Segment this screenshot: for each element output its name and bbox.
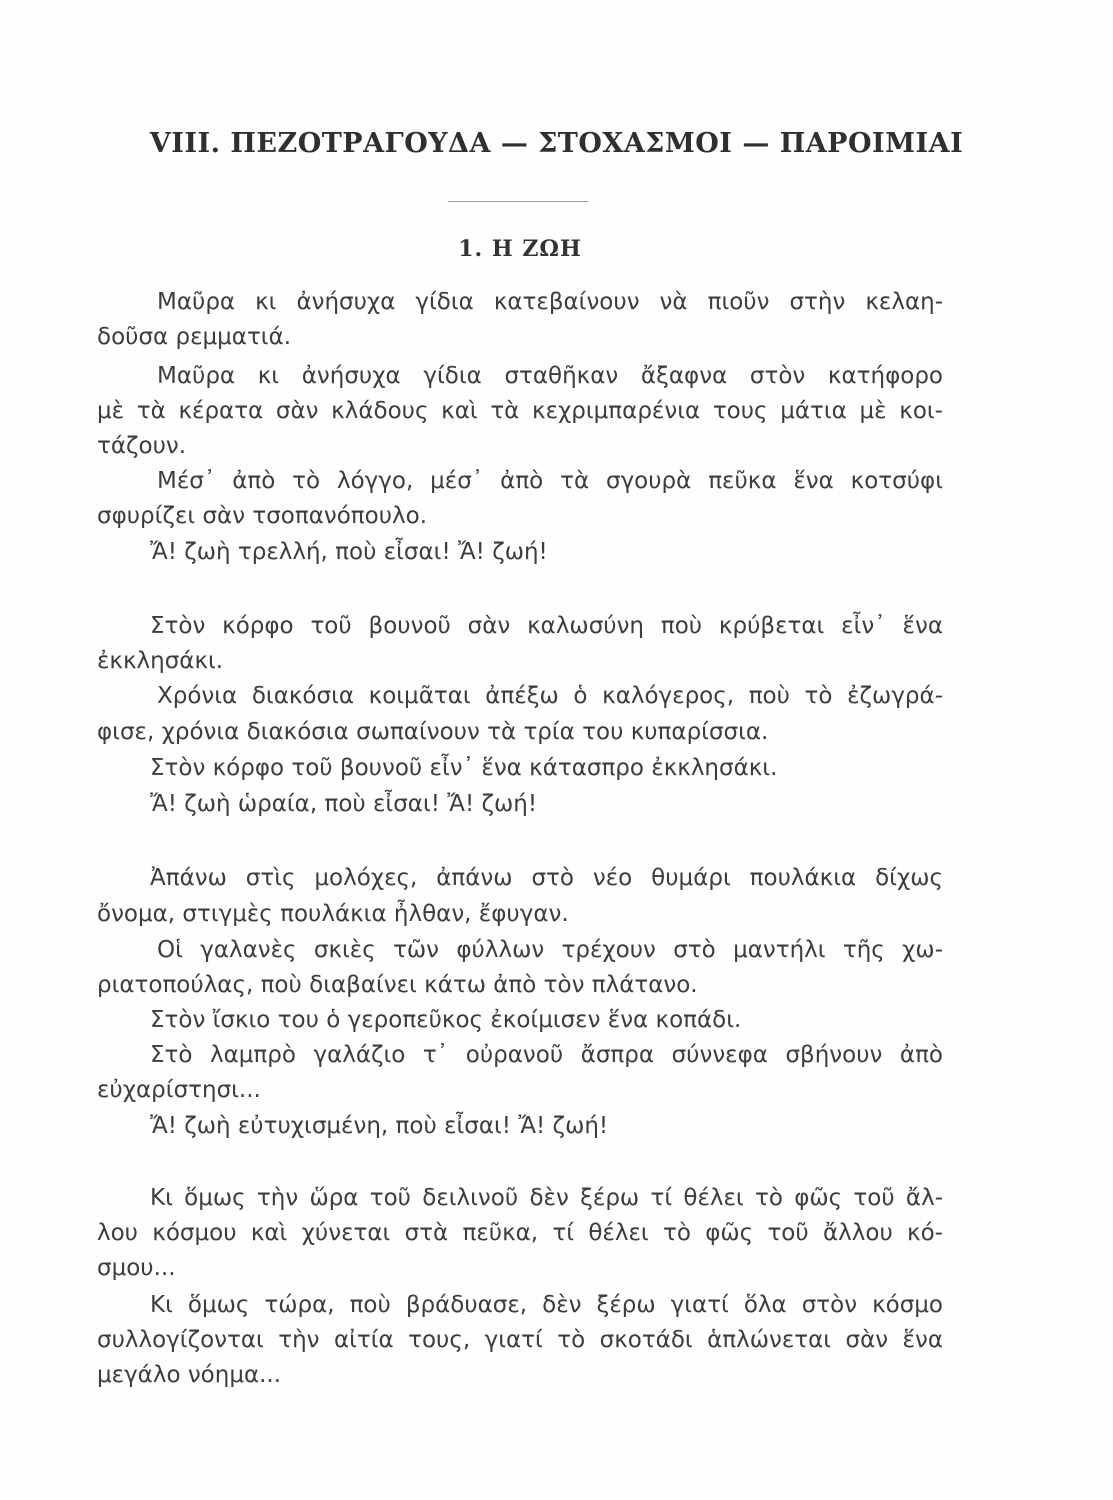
text-line: Οἱ γαλανὲς σκιὲς τῶν φύλλων τρέχουν στὸ μαντήλι τῆς χω-: [157, 937, 943, 963]
refrain-line: Ἄ! ζωὴ ὡραία, ποὺ εἶσαι! Ἄ! ζωή!: [150, 791, 538, 817]
text-line: σφυρίζει σὰν τσοπανόπουλο.: [97, 503, 428, 529]
text-line: Μαῦρα κι ἀνήσυχα γίδια σταθῆκαν ἄξαφνα στὸν κατήφορο: [157, 363, 943, 389]
text-line: τάζουν.: [97, 433, 187, 459]
text-line: μεγάλο νόημα...: [97, 1362, 282, 1388]
text-line: σμου...: [97, 1255, 176, 1281]
text-line: μὲ τὰ κέρατα σὰν κλάδους καὶ τὰ κεχριμπαρένια τους μάτια μὲ κοι-: [97, 398, 943, 424]
chapter-title: VIII. ΠΕΖΟΤΡΑΓΟΥΔΑ — ΣΤΟΧΑΣΜΟΙ — ΠΑΡΟΙΜΙΑΙ: [149, 128, 964, 159]
text-line: ριατοπούλας, ποὺ διαβαίνει κάτω ἀπὸ τὸν πλάτανο.: [97, 972, 698, 998]
text-line: Ἀπάνω στὶς μολόχες, ἀπάνω στὸ νέο θυμάρι πουλάκια δίχως: [150, 865, 943, 891]
text-line: εὐχαρίστησι...: [97, 1077, 261, 1103]
text-line: Στὸ λαμπρὸ γαλάζιο τ᾽ οὐρανοῦ ἄσπρα σύννεφα σβήνουν ἀπὸ: [150, 1042, 943, 1068]
text-line: λου κόσμου καὶ χύνεται στὰ πεῦκα, τί θέλει τὸ φῶς τοῦ ἄλλου κό-: [97, 1220, 943, 1246]
text-line: Μέσ᾽ ἀπὸ τὸ λόγγο, μέσ᾽ ἀπὸ τὰ σγουρὰ πεῦκα ἕνα κοτσύφι: [157, 468, 943, 494]
refrain-line: Ἄ! ζωὴ τρελλή, ποὺ εἶσαι! Ἄ! ζωή!: [150, 539, 548, 565]
text-line: Κι ὅμως τὴν ὥρα τοῦ δειλινοῦ δὲν ξέρω τί θέλει τὸ φῶς τοῦ ἄλ-: [150, 1185, 943, 1211]
text-line: Στὸν ἴσκιο του ὁ γεροπεῦκος ἐκοίμισεν ἕνα κοπάδι.: [150, 1007, 742, 1033]
text-line: συλλογίζονται τὴν αἰτία τους, γιατί τὸ σκοτάδι ἁπλώνεται σὰν ἕνα: [97, 1327, 943, 1353]
text-line: Χρόνια διακόσια κοιμᾶται ἀπέξω ὁ καλόγερος, ποὺ τὸ ἐζωγρά-: [157, 683, 943, 709]
text-line: φισε, χρόνια διακόσια σωπαίνουν τὰ τρία του κυπαρίσσια.: [97, 719, 769, 745]
text-line: Στὸν κόρφο τοῦ βουνοῦ σὰν καλωσύνη ποὺ κρύβεται εἶν᾽ ἕνα: [150, 613, 943, 639]
text-line: Στὸν κόρφο τοῦ βουνοῦ εἶν᾽ ἕνα κάτασπρο ἐκκλησάκι.: [150, 755, 778, 781]
text-line: Κι ὅμως τώρα, ποὺ βράδυασε, δὲν ξέρω γιατί ὅλα στὸν κόσμο: [150, 1292, 943, 1318]
text-line: ἐκκλησάκι.: [97, 648, 224, 674]
section-title: 1. Η ΖΩΗ: [458, 236, 582, 262]
text-line: δοῦσα ρεμματιά.: [97, 324, 292, 350]
text-line: Μαῦρα κι ἀνήσυχα γίδια κατεβαίνουν νὰ πιοῦν στὴν κελαη-: [157, 289, 943, 315]
text-line: ὄνομα, στιγμὲς πουλάκια ἦλθαν, ἔφυγαν.: [97, 901, 569, 927]
refrain-line: Ἄ! ζωὴ εὐτυχισμένη, ποὺ εἶσαι! Ἄ! ζωή!: [150, 1113, 609, 1139]
divider: [448, 201, 588, 202]
